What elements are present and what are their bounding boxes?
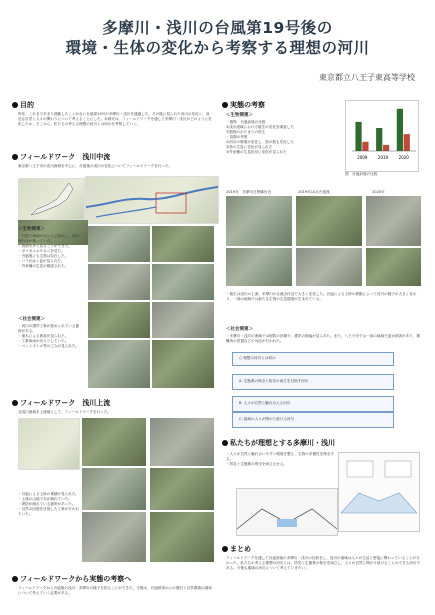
aerial-photo-2: [296, 196, 362, 246]
photo-fw-1: [88, 226, 150, 262]
photo-fw-4: [152, 264, 214, 300]
bar-chart: [345, 100, 419, 172]
photo-up-2: [150, 418, 214, 466]
bar-2019-1: [383, 145, 389, 151]
bar-2020-1: [404, 134, 410, 151]
school-name: 東京都立八王子東高等学校: [319, 73, 415, 82]
flow-c-box: [232, 412, 394, 428]
bullet-icon: [12, 154, 18, 160]
aerial-photo-3: [366, 196, 421, 246]
tick-label-2019: 2019: [377, 155, 389, 160]
flow-a-box: [232, 374, 394, 390]
photo-fw-7: [88, 340, 150, 388]
fw2-text: 北浅川流域を上流域として、フィールドワークを行った。: [18, 410, 112, 414]
actual-social-text: ・多摩川・浅川の流域では堤防の決壊や、護岸の崩落が見られた。また、八王子市では一部の地域で浸水被害があり、避難所の設置などの対応が行われた。: [226, 334, 420, 343]
actual-bio-heading: ＜生物関連＞: [226, 113, 253, 118]
actual-bio-text: ・植物 台風前後の比較 ①浅川流域における植生の変化を調査した ②植物のかたまりの再生 ・鳥類の考察 ①河川の環境が変化し、鳥の数も変化した ②魚の生息に変化が見られた ③外来種の生息状況に変化が見られた: [226, 120, 294, 154]
river-map-icon: [86, 177, 218, 223]
flow-b-box: [232, 396, 394, 412]
summary-text: フィールドワークを通して台風前後の多摩川・浅川の比較をし、浅川の流域は人々の生活と密接に関わっていることが分かった。私たちの考える理想の河川とは、防災と生態系の保全を両立し、人々が自然と関わり続けることのできる河川である。今後も地域の河川について考えていきたい。: [226, 556, 421, 570]
section-fieldwork-2: フィールドワーク 浅川上流: [12, 398, 110, 408]
bullet-icon: [222, 102, 228, 108]
japan-map-icon: [19, 179, 84, 219]
bio-heading: ＜生物関連＞: [18, 227, 45, 232]
section-summary: まとめ: [222, 544, 251, 554]
upstream-map: [18, 418, 80, 470]
bar-2009-1: [362, 142, 368, 151]
actual-text-2: ・植生は浅川の上流、多摩川の合流点付近で大きく変化した。台風による土砂の移動によって河川の様子が大きく変わり、一部の地域では新たな生物の生息環境が生まれている。: [226, 292, 417, 301]
fw2-list: ・台風による土砂の堆積が見られた。 ・上流の山地で木が倒れていた。 ・堤防が崩れている箇所があった。 ・自然の回復を目指した工事が行われていた。: [18, 492, 80, 516]
photo-up-3: [82, 468, 146, 510]
aerial-photo-4: [226, 248, 292, 286]
aerial-photo-5: [296, 248, 362, 286]
fw1-text: 東京都八王子市の浅川流域を中心に、台風後の浅川の変化についてフィールドワークを行った。: [18, 164, 173, 168]
flow-b: B. 人々が自然と触れ合える河川: [239, 401, 291, 405]
bar-2019-0: [376, 128, 382, 151]
photo-fw-5: [88, 302, 150, 338]
bar-chart-svg: [346, 101, 418, 161]
aerial-photo-1: [226, 196, 292, 246]
section-ideal: 私たちが理想とする多摩川・浅川: [222, 438, 335, 448]
flow-c: C. 地域の人々が関わり続ける河川: [239, 417, 295, 421]
bullet-icon: [222, 440, 228, 446]
section-actual: 実態の考察: [222, 100, 265, 110]
river-cross-section-icon: [339, 453, 419, 531]
section-consideration: フィールドワークから実態の考察へ: [12, 574, 131, 584]
photo-fw-6: [152, 302, 214, 338]
flow-a: A. 生態系の保全と防災の両立を目指す河川: [239, 379, 309, 383]
actual-social-heading: ＜社会関連＞: [226, 327, 253, 332]
page-title-line2: 環境・生体の変化から考察する理想の河川: [65, 39, 370, 57]
tick-label-2009: 2009: [357, 155, 368, 160]
photo-caption-1: 2019年 多摩川日野橋付近: [226, 190, 272, 194]
flow-question: ○ 理想の河川とは何か: [239, 356, 276, 360]
section-purpose: 目的: [12, 100, 34, 110]
photo-up-1: [82, 418, 146, 466]
photo-fw-3: [88, 264, 150, 300]
flow-question-box: [232, 352, 394, 366]
photo-up-5: [82, 512, 146, 562]
ideal-text: ・人々が自然と触れ合いやすい環境を整え、生物の多様性を保全する。 ・防災と生態系の保全を両立させる。: [226, 452, 335, 466]
japan-map: [18, 178, 85, 220]
photo-caption-3: 2020年: [372, 190, 385, 194]
consider-text: フィールドワークから台風後の浅川・多摩川の様子を知ることができた。今後は、台風被害からの復旧と自然環境の調和について考えていく必要がある。: [18, 586, 212, 595]
aerial-photo-6: [366, 248, 421, 286]
bullet-icon: [12, 102, 18, 108]
bar-2009-0: [355, 122, 361, 151]
section-fieldwork-1: フィールドワーク 浅川中流: [12, 152, 110, 162]
social-heading: ＜社会関連＞: [18, 317, 45, 322]
social-text: ・河川の護岸工事が進められている箇所がある。 ・流木による被害が見られた。 ・工事車両が出入りしていた。 ・ペットボトル等のごみが見られた。: [18, 324, 80, 348]
bar-2020-0: [397, 109, 403, 151]
photo-up-6: [150, 512, 214, 562]
photo-caption-2: 2019年10月台風後: [298, 190, 330, 194]
page-title: 多摩川・浅川の台風第19号後の: [102, 19, 333, 37]
ideal-diagram: [338, 452, 420, 532]
bullet-icon: [12, 576, 18, 582]
purpose-text: 昨年、これまであまり経験したことがない台風第19号が多摩川・浅川を通過した。その後に見られた河川の変化と、身近な自然と人々の関わりについて考えることにした。本探究は、フィールドワークを通して多摩川・浅川がどのように変化したか、そこから、私たちの考える理想の河川とは何かを考察していく。: [18, 112, 212, 126]
chart-caption: 図 台風前後の比較: [345, 172, 378, 176]
ideal-diagram-2: [236, 488, 338, 536]
bio-text: ・台風で流域がほとんど冠水し、草が倒れ泥が覆っていた。 ・鳥類を多く見ることができた。 ・ガマガエルやカニを見た。 ・台風後にも生物は存在した。 ・コイが泳ぐ姿が見られた。 ・外来種の生息が確認された。: [18, 234, 80, 268]
bullet-icon: [222, 546, 228, 552]
photo-up-4: [150, 468, 214, 510]
area-map: [85, 176, 219, 224]
river-profile-icon: [237, 489, 337, 535]
photo-fw-8: [152, 340, 214, 388]
photo-fw-2: [152, 226, 214, 262]
tick-label-2020: 2020: [398, 155, 409, 160]
bullet-icon: [12, 400, 18, 406]
